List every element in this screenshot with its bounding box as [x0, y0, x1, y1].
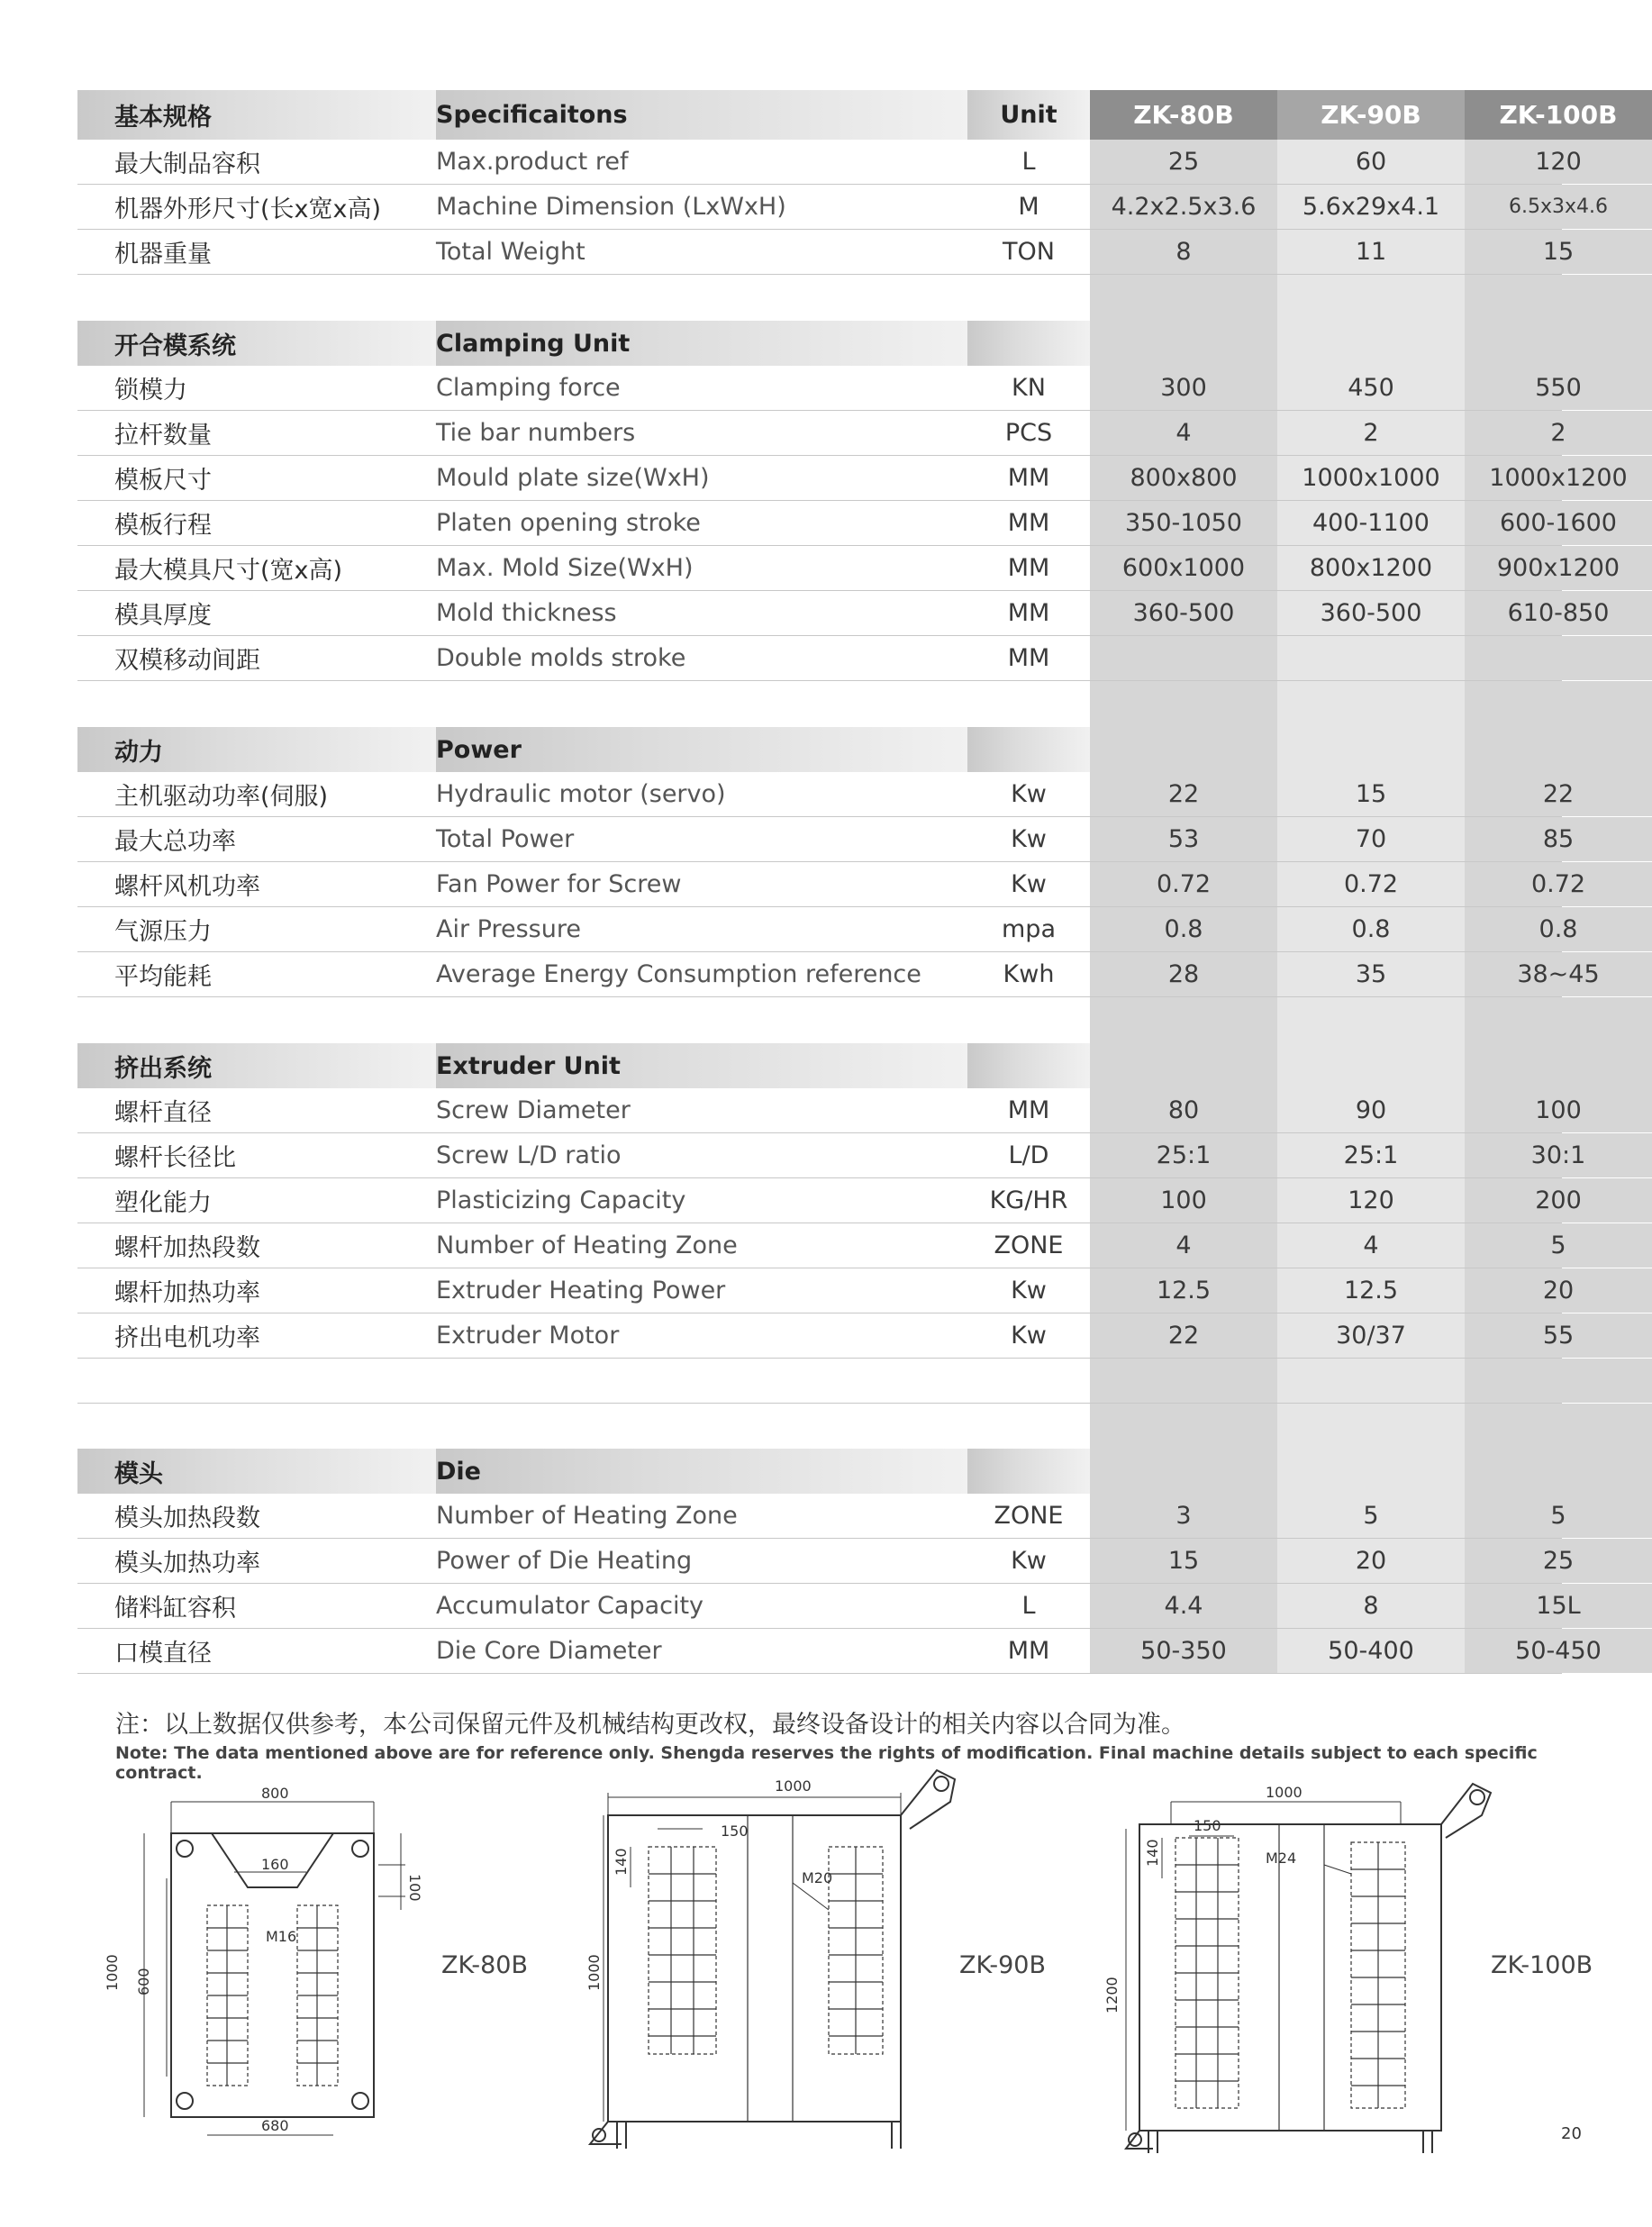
- value-cell-model-2: 22: [1465, 772, 1652, 816]
- table-row: [77, 862, 1586, 907]
- label-zh: 储料缸容积: [114, 1595, 236, 1623]
- value-cell-model-0: [1090, 321, 1277, 366]
- label-zh: 基本规格: [77, 90, 436, 140]
- label-en: Double molds stroke: [436, 644, 686, 672]
- section-header-row: [77, 321, 1562, 366]
- label-zh: 挤出系统: [77, 1043, 436, 1088]
- label-en: Extruder Heating Power: [436, 1277, 726, 1304]
- value-cell-model-0: 4.4: [1090, 1584, 1277, 1628]
- bolt-grid-zk-90b-right: [829, 1847, 883, 2054]
- mould-plate-drawings: [90, 1775, 1593, 2153]
- value-cell-model-0: 0.72: [1090, 862, 1277, 906]
- unit-cell: Kw: [1011, 1547, 1047, 1575]
- dim-label: 150: [1194, 1817, 1221, 1834]
- table-row: [77, 501, 1617, 546]
- table-row: [77, 952, 1600, 997]
- label-zh: 动力: [77, 727, 436, 772]
- value-cell-model-0: 28: [1090, 952, 1277, 996]
- table-row: [77, 1178, 1582, 1223]
- value-cell-model-1: 30/37: [1277, 1313, 1465, 1358]
- table-row: [77, 366, 1582, 411]
- value-cell-model-2: [1465, 1449, 1652, 1494]
- drawing-zk-100b: [1126, 1784, 1491, 2153]
- spec-table: [77, 90, 1628, 1674]
- value-cell-model-1: 12.5: [1277, 1268, 1465, 1313]
- label-zh: 模具厚度: [114, 602, 212, 630]
- label-zh: 主机驱动功率(伺服): [114, 783, 329, 811]
- unit-cell: [967, 727, 1090, 772]
- dim-label: 140: [1144, 1839, 1161, 1867]
- value-cell-model-1: 50-400: [1277, 1629, 1465, 1673]
- unit-cell: ZONE: [994, 1232, 1064, 1259]
- column-shade: [1277, 1404, 1465, 1449]
- unit-cell: MM: [1007, 464, 1050, 492]
- label-en: Die: [436, 1449, 967, 1494]
- dim-label: 680: [261, 2117, 289, 2134]
- model-header-0: ZK-80B: [1090, 90, 1277, 140]
- table-row: [77, 185, 1608, 230]
- label-zh: 气源压力: [114, 918, 212, 946]
- unit-cell: ZONE: [994, 1502, 1064, 1530]
- column-shade: [1090, 681, 1277, 727]
- value-cell-model-0: [1090, 636, 1277, 680]
- table-row: [77, 1539, 1575, 1584]
- value-cell-model-1: [1277, 636, 1465, 680]
- column-shade: [1277, 1359, 1465, 1403]
- value-cell-model-2: 200: [1465, 1178, 1652, 1223]
- value-cell-model-2: 15L: [1465, 1584, 1652, 1628]
- value-cell-model-0: [1090, 1449, 1277, 1494]
- value-cell-model-1: 0.8: [1277, 907, 1465, 951]
- value-cell-model-0: 100: [1090, 1178, 1277, 1223]
- value-cell-model-1: 90: [1277, 1088, 1465, 1132]
- dim-label: M24: [1266, 1850, 1297, 1867]
- spacer-row: [77, 681, 1562, 727]
- label-zh: 塑化能力: [114, 1189, 212, 1217]
- unit-cell: Kw: [1011, 1322, 1047, 1350]
- label-zh: 最大制品容积: [114, 150, 260, 178]
- value-cell-model-1: 35: [1277, 952, 1465, 996]
- value-cell-model-2: 1000x1200: [1465, 456, 1652, 500]
- value-cell-model-2: 55: [1465, 1313, 1652, 1358]
- unit-cell: L: [1021, 1592, 1036, 1620]
- value-cell-model-1: [1277, 1449, 1465, 1494]
- bolt-grid-zk-80b-right: [297, 1905, 338, 2086]
- column-shade: [1465, 997, 1652, 1043]
- dim-label: 1000: [775, 1777, 812, 1795]
- value-cell-model-0: [1090, 727, 1277, 772]
- table-row: [77, 546, 1620, 591]
- label-en: Power of Die Heating: [436, 1547, 693, 1575]
- table-row: [77, 1584, 1581, 1629]
- value-cell-model-0: 22: [1090, 1313, 1277, 1358]
- value-cell-model-2: 120: [1465, 140, 1652, 184]
- dim-label: M16: [266, 1928, 297, 1945]
- note-english: Note: The data mentioned above are for reference only. Shengda reserves the rights of modification. Final machine details subject to each specific contract.: [115, 1743, 1538, 1783]
- table-row: [77, 1088, 1582, 1133]
- table-row: [77, 1133, 1586, 1178]
- dim-label: 140: [613, 1848, 630, 1876]
- value-cell-model-0: 4: [1090, 1223, 1277, 1268]
- value-cell-model-2: 100: [1465, 1088, 1652, 1132]
- label-en: Total Power: [436, 825, 575, 853]
- label-en: Platen opening stroke: [436, 509, 701, 537]
- value-cell-model-0: 360-500: [1090, 591, 1277, 635]
- value-cell-model-2: 85: [1465, 817, 1652, 861]
- value-cell-model-2: 5: [1465, 1223, 1652, 1268]
- label-zh: 锁模力: [114, 377, 187, 404]
- table-row: [77, 591, 1610, 636]
- value-cell-model-0: 800x800: [1090, 456, 1277, 500]
- table-row: [77, 1313, 1575, 1359]
- value-cell-model-1: 25:1: [1277, 1133, 1465, 1177]
- drawing-zk-80b: [144, 1802, 405, 2135]
- value-cell-model-0: 25:1: [1090, 1133, 1277, 1177]
- label-zh: 开合模系统: [77, 321, 436, 366]
- value-cell-model-0: [1090, 1043, 1277, 1088]
- label-en: Power: [436, 727, 967, 772]
- column-shade: [1465, 1404, 1652, 1449]
- label-en: Number of Heating Zone: [436, 1232, 738, 1259]
- value-cell-model-0: 350-1050: [1090, 501, 1277, 545]
- value-cell-model-1: 8: [1277, 1584, 1465, 1628]
- label-zh: 模头: [77, 1449, 436, 1494]
- unit-cell: mpa: [1002, 915, 1056, 943]
- column-shade: [1090, 275, 1277, 321]
- value-cell-model-2: 600-1600: [1465, 501, 1652, 545]
- dim-label: 160: [261, 1856, 289, 1873]
- unit-cell: M: [1018, 193, 1039, 221]
- value-cell-model-1: 450: [1277, 366, 1465, 410]
- table-row: [77, 817, 1575, 862]
- label-en: Plasticizing Capacity: [436, 1186, 686, 1214]
- value-cell-model-1: 20: [1277, 1539, 1465, 1583]
- label-zh: 最大总功率: [114, 828, 236, 856]
- value-cell-model-1: 360-500: [1277, 591, 1465, 635]
- label-en: Fan Power for Screw: [436, 870, 682, 898]
- model-label-zk-90b: ZK-90B: [959, 1951, 1046, 1979]
- table-row: [77, 636, 1562, 681]
- dim-label: 100: [406, 1874, 423, 1902]
- unit-cell: L/D: [1008, 1141, 1049, 1169]
- dim-label: M20: [802, 1869, 833, 1886]
- value-cell-model-2: 30:1: [1465, 1133, 1652, 1177]
- label-zh: 模板行程: [114, 512, 212, 540]
- label-en: Total Weight: [436, 238, 585, 266]
- label-en: Mould plate size(WxH): [436, 464, 710, 492]
- label-en: Mold thickness: [436, 599, 617, 627]
- value-cell-model-2: 5: [1465, 1494, 1652, 1538]
- value-cell-model-0: 4: [1090, 411, 1277, 455]
- value-cell-model-0: 8: [1090, 230, 1277, 274]
- unit-cell: MM: [1007, 1096, 1050, 1124]
- unit-cell: Kw: [1011, 870, 1047, 898]
- unit-cell: MM: [1007, 509, 1050, 537]
- label-zh: 模头加热段数: [114, 1504, 260, 1532]
- label-en: Max.product ref: [436, 148, 629, 176]
- value-cell-model-0: 22: [1090, 772, 1277, 816]
- label-zh: 平均能耗: [114, 963, 212, 991]
- value-cell-model-2: 15: [1465, 230, 1652, 274]
- label-en: Accumulator Capacity: [436, 1592, 704, 1620]
- label-en: Extruder Motor: [436, 1322, 620, 1350]
- value-cell-model-2: 50-450: [1465, 1629, 1652, 1673]
- column-shade: [1090, 1359, 1277, 1403]
- value-cell-model-0: 600x1000: [1090, 546, 1277, 590]
- value-cell-model-0: 3: [1090, 1494, 1277, 1538]
- unit-cell: [967, 1043, 1090, 1088]
- value-cell-model-1: 5.6x29x4.1: [1277, 185, 1465, 229]
- unit-cell: Unit: [967, 90, 1090, 140]
- section-header-row: [77, 1449, 1562, 1494]
- spacer-row: [77, 1404, 1562, 1449]
- table-row: [77, 772, 1575, 817]
- value-cell-model-1: 1000x1000: [1277, 456, 1465, 500]
- value-cell-model-0: 50-350: [1090, 1629, 1277, 1673]
- value-cell-model-0: 25: [1090, 140, 1277, 184]
- section-header-row: [77, 1043, 1562, 1088]
- value-cell-model-0: 12.5: [1090, 1268, 1277, 1313]
- value-cell-model-1: 120: [1277, 1178, 1465, 1223]
- dim-label: 1000: [585, 1954, 603, 1991]
- value-cell-model-1: 2: [1277, 411, 1465, 455]
- spacer-row: [77, 1359, 1562, 1404]
- table-row: [77, 1268, 1575, 1313]
- unit-cell: [967, 321, 1090, 366]
- bolt-grid-zk-100b-left: [1175, 1838, 1239, 2108]
- label-zh: 机器外形尺寸(长x宽x高): [114, 195, 382, 223]
- unit-cell: Kw: [1011, 1277, 1047, 1304]
- bolt-grid-zk-90b-left: [649, 1847, 716, 2054]
- column-shade: [1465, 275, 1652, 321]
- value-cell-model-2: 25: [1465, 1539, 1652, 1583]
- unit-cell: MM: [1007, 644, 1050, 672]
- unit-cell: Kw: [1011, 825, 1047, 853]
- label-zh: 螺杆风机功率: [114, 873, 260, 901]
- label-en: Average Energy Consumption reference: [436, 960, 921, 988]
- dim-label: 1000: [1266, 1784, 1303, 1801]
- label-zh: 最大模具尺寸(宽x高): [114, 557, 343, 585]
- section-header-row: [77, 727, 1562, 772]
- label-en: Screw L/D ratio: [436, 1141, 622, 1169]
- value-cell-model-2: [1465, 727, 1652, 772]
- value-cell-model-2: [1465, 636, 1652, 680]
- table-row: [77, 1629, 1602, 1674]
- column-shade: [1277, 681, 1465, 727]
- label-en: Specificaitons: [436, 90, 967, 140]
- value-cell-model-1: 11: [1277, 230, 1465, 274]
- label-zh: 螺杆加热段数: [114, 1234, 260, 1262]
- value-cell-model-2: 2: [1465, 411, 1652, 455]
- model-label-zk-80b: ZK-80B: [441, 1951, 528, 1979]
- unit-cell: L: [1021, 148, 1036, 176]
- table-row: [77, 140, 1582, 185]
- label-zh: 模板尺寸: [114, 467, 212, 495]
- value-cell-model-1: [1277, 727, 1465, 772]
- label-en: Clamping Unit: [436, 321, 967, 366]
- label-zh: 螺杆直径: [114, 1099, 212, 1127]
- bolt-grid-zk-100b-right: [1351, 1842, 1405, 2108]
- dim-label: 1200: [1103, 1977, 1121, 2013]
- label-en: Tie bar numbers: [436, 419, 636, 447]
- label-en: Number of Heating Zone: [436, 1502, 738, 1530]
- table-row: [77, 456, 1628, 501]
- label-en: Clamping force: [436, 374, 621, 402]
- drawing-zk-90b: [590, 1770, 955, 2149]
- label-en: Extruder Unit: [436, 1043, 967, 1088]
- label-zh: 拉杆数量: [114, 422, 212, 450]
- dim-label: 1000: [104, 1954, 121, 1991]
- label-en: Max. Mold Size(WxH): [436, 554, 694, 582]
- value-cell-model-0: 80: [1090, 1088, 1277, 1132]
- value-cell-model-2: 900x1200: [1465, 546, 1652, 590]
- dim-label: 150: [721, 1823, 749, 1840]
- value-cell-model-0: 0.8: [1090, 907, 1277, 951]
- value-cell-model-1: 800x1200: [1277, 546, 1465, 590]
- dim-label: 800: [261, 1785, 289, 1802]
- column-shade: [1090, 1404, 1277, 1449]
- value-cell-model-1: 15: [1277, 772, 1465, 816]
- table-row: [77, 230, 1575, 275]
- label-zh: 口模直径: [114, 1640, 212, 1668]
- value-cell-model-1: 70: [1277, 817, 1465, 861]
- unit-cell: MM: [1007, 599, 1050, 627]
- unit-cell: KG/HR: [989, 1186, 1068, 1214]
- page-number: 20: [1561, 2124, 1582, 2143]
- model-header-1: ZK-90B: [1277, 90, 1465, 140]
- unit-cell: PCS: [1004, 419, 1053, 447]
- table-row: [77, 411, 1566, 456]
- label-en: Screw Diameter: [436, 1096, 631, 1124]
- unit-cell: Kwh: [1003, 960, 1055, 988]
- value-cell-model-1: 60: [1277, 140, 1465, 184]
- value-cell-model-1: 0.72: [1277, 862, 1465, 906]
- note-chinese: 注：以上数据仅供参考，本公司保留元件及机械结构更改权，最终设备设计的相关内容以合同为准。: [115, 1711, 1185, 1739]
- value-cell-model-2: [1465, 1043, 1652, 1088]
- value-cell-model-2: 0.8: [1465, 907, 1652, 951]
- value-cell-model-2: 610-850: [1465, 591, 1652, 635]
- unit-cell: KN: [1012, 374, 1046, 402]
- table-row: [77, 1494, 1566, 1539]
- value-cell-model-0: 4.2x2.5x3.6: [1090, 185, 1277, 229]
- label-en: Air Pressure: [436, 915, 581, 943]
- unit-cell: [967, 1449, 1090, 1494]
- value-cell-model-1: [1277, 1043, 1465, 1088]
- column-shade: [1277, 997, 1465, 1043]
- label-en: Hydraulic motor (servo): [436, 780, 726, 808]
- value-cell-model-2: 6.5x3x4.6: [1465, 185, 1652, 229]
- column-shade: [1090, 997, 1277, 1043]
- value-cell-model-0: 300: [1090, 366, 1277, 410]
- model-header-2: ZK-100B: [1465, 90, 1652, 140]
- value-cell-model-2: 38~45: [1465, 952, 1652, 996]
- value-cell-model-2: 20: [1465, 1268, 1652, 1313]
- label-zh: 挤出电机功率: [114, 1324, 260, 1352]
- label-en: Die Core Diameter: [436, 1637, 662, 1665]
- label-en: Machine Dimension (LxWxH): [436, 193, 786, 221]
- label-zh: 双模移动间距: [114, 647, 260, 675]
- value-cell-model-2: 550: [1465, 366, 1652, 410]
- unit-cell: MM: [1007, 1637, 1050, 1665]
- unit-cell: TON: [1003, 238, 1055, 266]
- value-cell-model-1: 5: [1277, 1494, 1465, 1538]
- column-shade: [1465, 681, 1652, 727]
- value-cell-model-0: 15: [1090, 1539, 1277, 1583]
- table-header-row: [77, 90, 1618, 140]
- value-cell-model-1: 400-1100: [1277, 501, 1465, 545]
- value-cell-model-2: [1465, 321, 1652, 366]
- model-label-zk-100b: ZK-100B: [1491, 1951, 1593, 1979]
- label-zh: 螺杆长径比: [114, 1144, 236, 1172]
- label-zh: 螺杆加热功率: [114, 1279, 260, 1307]
- label-zh: 机器重量: [114, 241, 212, 268]
- column-shade: [1277, 275, 1465, 321]
- unit-cell: MM: [1007, 554, 1050, 582]
- bolt-grid-zk-80b-left: [207, 1905, 248, 2086]
- column-shade: [1465, 1359, 1652, 1403]
- spacer-row: [77, 275, 1562, 321]
- dim-label: 600: [135, 1968, 152, 1995]
- value-cell-model-2: 0.72: [1465, 862, 1652, 906]
- table-row: [77, 907, 1578, 952]
- spacer-row: [77, 997, 1562, 1043]
- label-zh: 模头加热功率: [114, 1550, 260, 1577]
- table-row: [77, 1223, 1566, 1268]
- value-cell-model-0: 53: [1090, 817, 1277, 861]
- value-cell-model-1: [1277, 321, 1465, 366]
- value-cell-model-1: 4: [1277, 1223, 1465, 1268]
- unit-cell: Kw: [1011, 780, 1047, 808]
